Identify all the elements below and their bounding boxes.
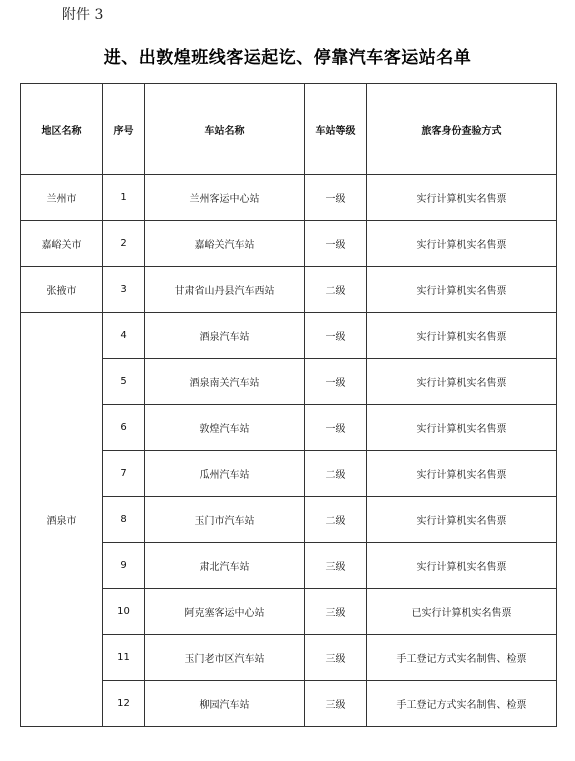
grade-cell: 三级 bbox=[305, 543, 367, 589]
station-cell: 酒泉汽车站 bbox=[145, 313, 305, 359]
grade-cell: 一级 bbox=[305, 405, 367, 451]
station-cell: 嘉峪关汽车站 bbox=[145, 221, 305, 267]
table-row bbox=[21, 267, 557, 313]
station-cell: 阿克塞客运中心站 bbox=[145, 589, 305, 635]
method-cell: 实行计算机实名售票 bbox=[367, 267, 557, 313]
method-cell: 实行计算机实名售票 bbox=[367, 359, 557, 405]
grade-cell: 一级 bbox=[305, 313, 367, 359]
table-row bbox=[21, 175, 557, 221]
region-cell: 张掖市 bbox=[21, 267, 103, 313]
no-cell: 2 bbox=[103, 221, 145, 267]
no-cell: 7 bbox=[103, 451, 145, 497]
method-cell: 实行计算机实名售票 bbox=[367, 313, 557, 359]
document-title: 进、出敦煌班线客运起讫、停靠汽车客运站名单 bbox=[103, 48, 472, 68]
station-cell: 玉门市汽车站 bbox=[145, 497, 305, 543]
table-header-row bbox=[21, 84, 557, 175]
grade-cell: 一级 bbox=[305, 175, 367, 221]
method-cell: 实行计算机实名售票 bbox=[367, 497, 557, 543]
method-cell: 手工登记方式实名制售、检票 bbox=[367, 681, 557, 727]
no-cell: 6 bbox=[103, 405, 145, 451]
header-method: 旅客身份查验方式 bbox=[367, 84, 557, 175]
grade-cell: 一级 bbox=[305, 359, 367, 405]
method-cell: 实行计算机实名售票 bbox=[367, 405, 557, 451]
station-table bbox=[20, 83, 557, 727]
station-cell: 瓜州汽车站 bbox=[145, 451, 305, 497]
no-cell: 11 bbox=[103, 635, 145, 681]
grade-cell: 二级 bbox=[305, 497, 367, 543]
header-no: 序号 bbox=[103, 84, 145, 175]
table-row bbox=[21, 221, 557, 267]
station-cell: 柳园汽车站 bbox=[145, 681, 305, 727]
no-cell: 12 bbox=[103, 681, 145, 727]
station-cell: 兰州客运中心站 bbox=[145, 175, 305, 221]
method-cell: 手工登记方式实名制售、检票 bbox=[367, 635, 557, 681]
no-cell: 5 bbox=[103, 359, 145, 405]
grade-cell: 二级 bbox=[305, 267, 367, 313]
method-cell: 已实行计算机实名售票 bbox=[367, 589, 557, 635]
station-cell: 肃北汽车站 bbox=[145, 543, 305, 589]
method-cell: 实行计算机实名售票 bbox=[367, 221, 557, 267]
station-cell: 敦煌汽车站 bbox=[145, 405, 305, 451]
region-cell: 酒泉市 bbox=[21, 313, 103, 727]
attachment-label: 附件 3 bbox=[62, 7, 104, 23]
region-cell: 嘉峪关市 bbox=[21, 221, 103, 267]
method-cell: 实行计算机实名售票 bbox=[367, 543, 557, 589]
table-row bbox=[21, 313, 557, 359]
grade-cell: 三级 bbox=[305, 635, 367, 681]
region-cell: 兰州市 bbox=[21, 175, 103, 221]
no-cell: 10 bbox=[103, 589, 145, 635]
grade-cell: 三级 bbox=[305, 681, 367, 727]
header-station: 车站名称 bbox=[145, 84, 305, 175]
grade-cell: 三级 bbox=[305, 589, 367, 635]
grade-cell: 一级 bbox=[305, 221, 367, 267]
station-cell: 玉门老市区汽车站 bbox=[145, 635, 305, 681]
station-cell: 酒泉南关汽车站 bbox=[145, 359, 305, 405]
no-cell: 4 bbox=[103, 313, 145, 359]
header-grade: 车站等级 bbox=[305, 84, 367, 175]
method-cell: 实行计算机实名售票 bbox=[367, 175, 557, 221]
method-cell: 实行计算机实名售票 bbox=[367, 451, 557, 497]
no-cell: 3 bbox=[103, 267, 145, 313]
no-cell: 1 bbox=[103, 175, 145, 221]
station-cell: 甘肃省山丹县汽车西站 bbox=[145, 267, 305, 313]
no-cell: 8 bbox=[103, 497, 145, 543]
header-region: 地区名称 bbox=[21, 84, 103, 175]
no-cell: 9 bbox=[103, 543, 145, 589]
grade-cell: 二级 bbox=[305, 451, 367, 497]
